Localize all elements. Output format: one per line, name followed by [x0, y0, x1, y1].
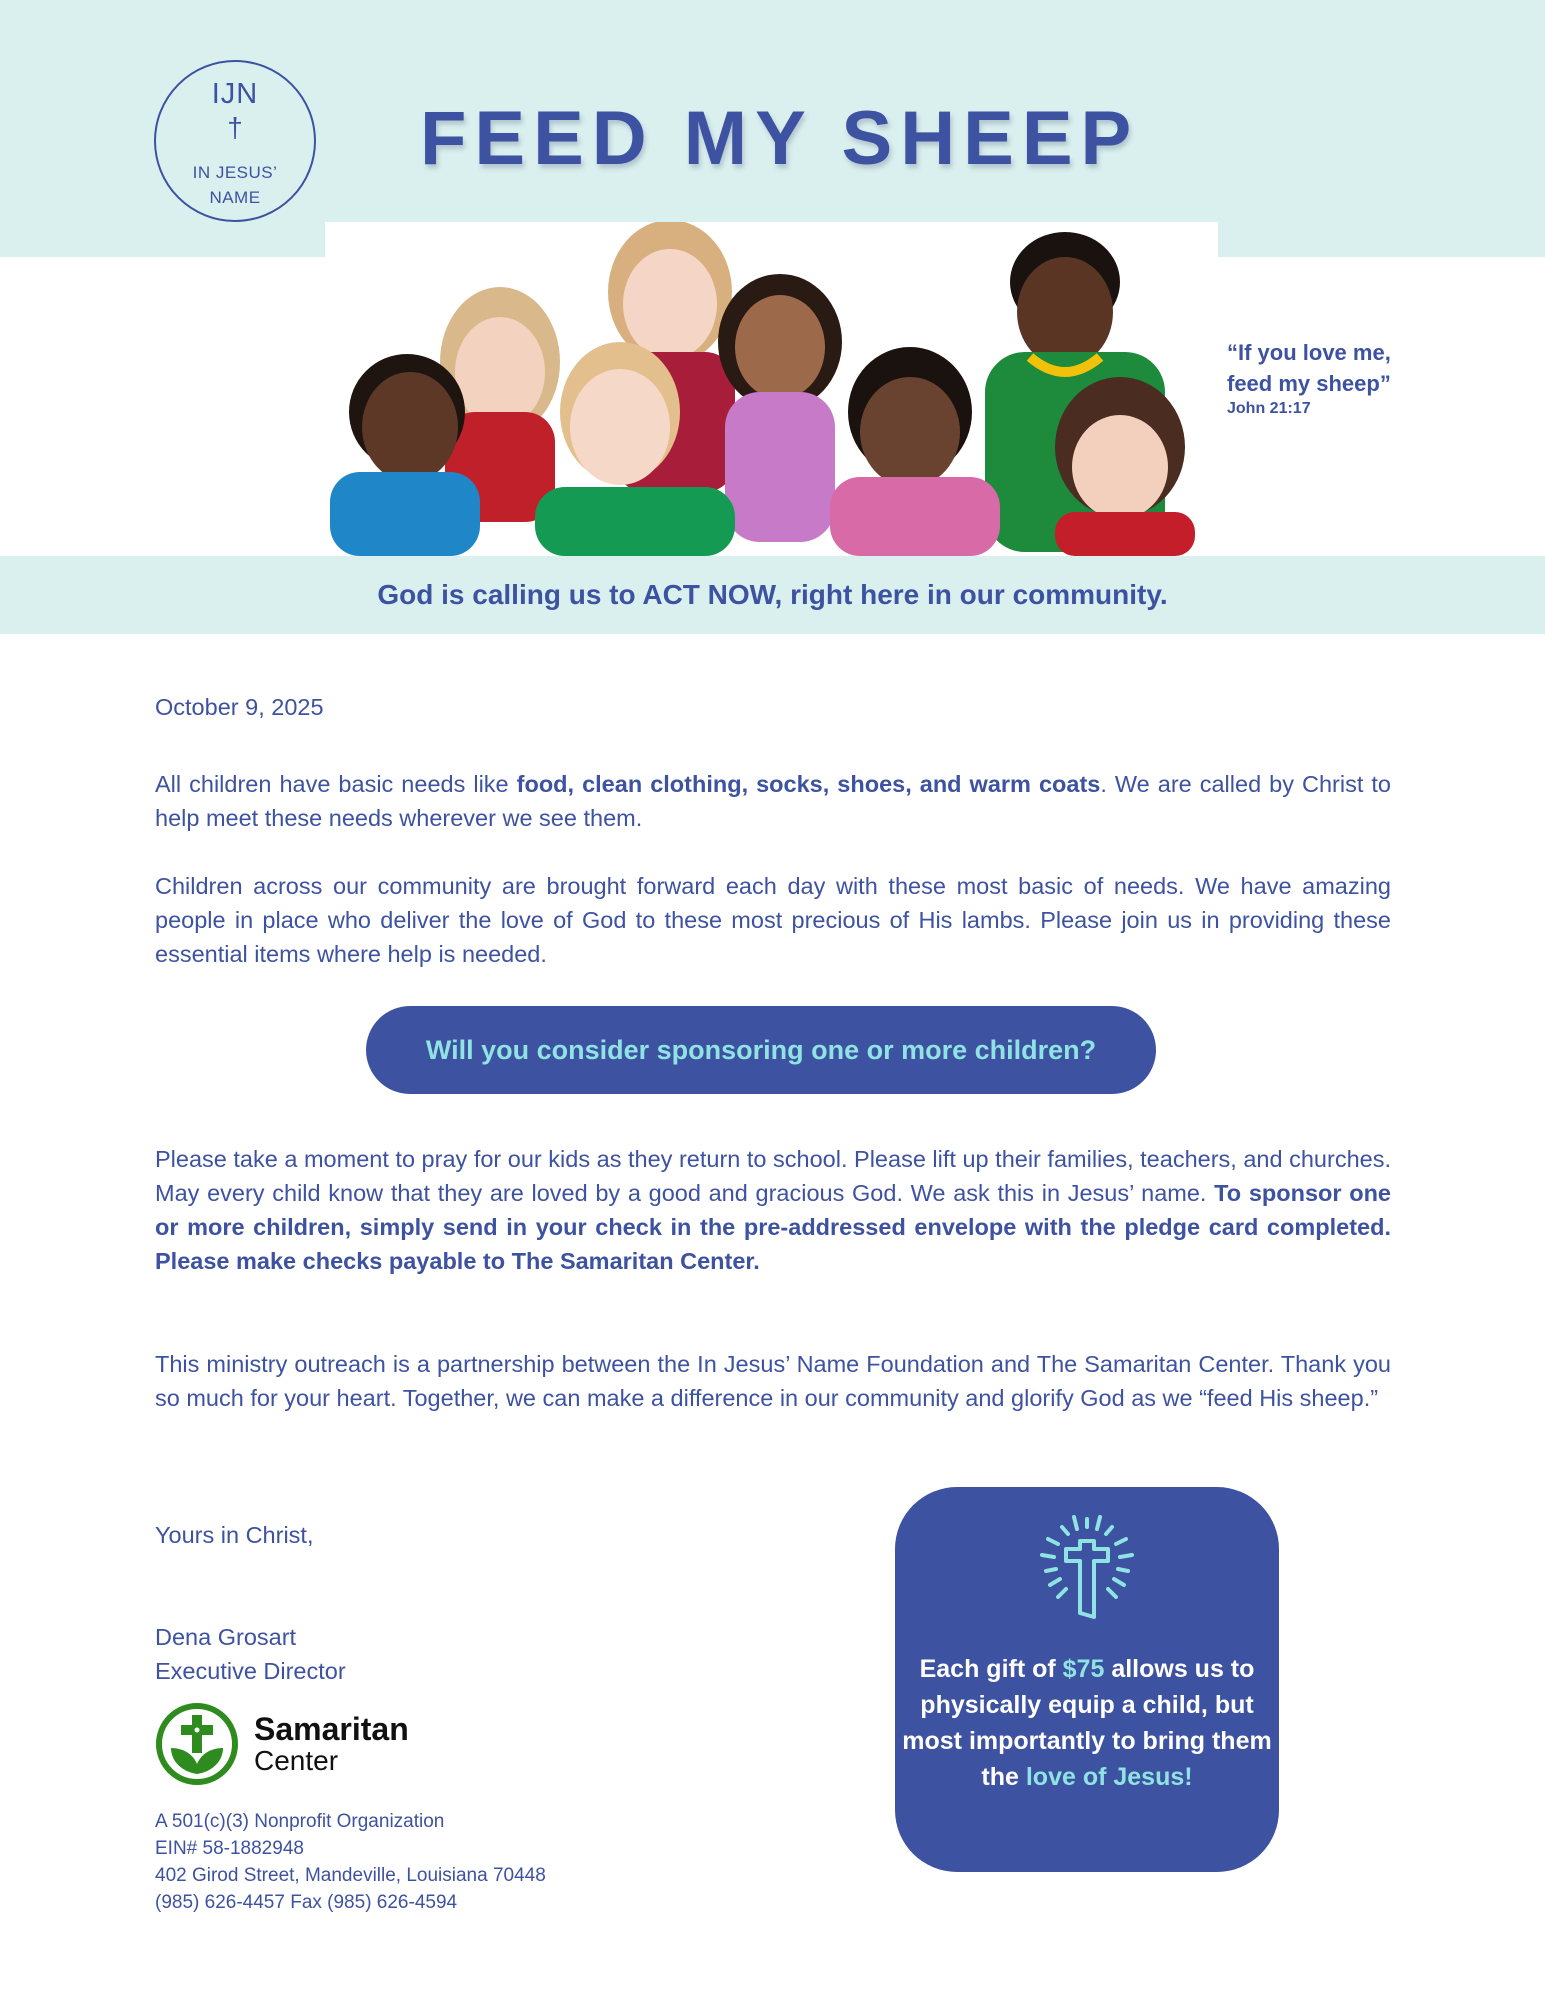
- scripture-quote: [1227, 337, 1391, 419]
- badge-caption: [156, 160, 314, 210]
- org-ein: EIN# 58-1882948: [155, 1838, 304, 1859]
- p1-text: All children have basic needs like: [155, 771, 517, 797]
- page-title: FEED MY SHEEP: [420, 96, 1140, 181]
- signer-name: Dena Grosart: [155, 1624, 297, 1650]
- badge-monogram: IJN: [211, 78, 259, 110]
- paragraph-partnership: This ministry outreach is a partnership between the In Jesus’ Name Foundation and The Samaritan Center. Thank you so much for your heart. Together, we can make a difference in our community and glorify God as we “feed His sheep.”: [155, 1351, 1391, 1411]
- paragraph-community: Children across our community are brought forward each day with these most basic of needs. We have amazing people in place who deliver the love of God to these most precious of His lambs. Please join us in providing these essential items where help is needed.: [155, 873, 1391, 967]
- call-to-action-banner: [0, 556, 1545, 634]
- p1-bold: food, clean clothing, socks, shoes, and warm coats: [516, 771, 1101, 797]
- letter-date: October 9, 2025: [155, 694, 324, 720]
- child-figure: [718, 274, 842, 542]
- letter-closing: Yours in Christ,: [155, 1522, 314, 1548]
- p1-text-end: . We are called by Christ to help meet these needs wherever we see them.: [155, 771, 1391, 831]
- paragraph-prayer: [155, 1142, 1391, 1278]
- badge-caption-line2: NAME: [209, 188, 261, 207]
- quote-line2: feed my sheep”: [1227, 371, 1391, 396]
- quote-line1: “If you love me,: [1227, 340, 1391, 365]
- p3-instructions: To sponsor one or more children, simply send in your check in the pre-addressed envelope with the pledge card completed. Please make checks payable to The Samaritan Center.: [155, 1180, 1391, 1274]
- gift-amount: $75: [1062, 1655, 1105, 1683]
- signer-title: Executive Director: [155, 1658, 346, 1684]
- gift-message: [895, 1651, 1279, 1795]
- children-photo: [325, 222, 1218, 556]
- org-address: 402 Girod Street, Mandeville, Louisiana 70448: [155, 1865, 546, 1886]
- ijn-badge: [154, 60, 316, 222]
- sponsor-prompt-button[interactable]: Will you consider sponsoring one or more children?: [366, 1006, 1156, 1094]
- org-status: A 501(c)(3) Nonprofit Organization: [155, 1811, 445, 1832]
- gift-info-card: [895, 1487, 1279, 1872]
- cross-icon: †: [227, 112, 243, 143]
- logo-subname: Center: [254, 1745, 339, 1776]
- signature-block: [155, 1620, 346, 1688]
- gift-text: Each gift of: [919, 1655, 1063, 1683]
- p3-text: Please take a moment to pray for our kids as they return to school. Please lift up their families, teachers, and churches. May every child know that they are loved by a good and gracious God. We ask this in Jesus’ name.: [155, 1146, 1391, 1206]
- cross-leaf-logo-icon: [155, 1702, 239, 1786]
- samaritan-center-logo: [155, 1702, 409, 1786]
- organization-info: [155, 1808, 546, 1916]
- gift-text-cont: allows us to physically equip a child, but most importantly to bring them the: [902, 1655, 1272, 1791]
- gift-highlight: love of Jesus!: [1025, 1763, 1193, 1791]
- org-phone: (985) 626-4457 Fax (985) 626-4594: [155, 1892, 458, 1913]
- banner-text: God is calling us to ACT NOW, right here in our community.: [377, 579, 1168, 610]
- quote-reference: John 21:17: [1227, 400, 1311, 417]
- paragraph-needs: [155, 767, 1391, 835]
- logo-name: Samaritan: [254, 1711, 409, 1747]
- radiant-cross-icon: [1028, 1509, 1146, 1627]
- badge-caption-line1: IN JESUS’: [192, 163, 278, 182]
